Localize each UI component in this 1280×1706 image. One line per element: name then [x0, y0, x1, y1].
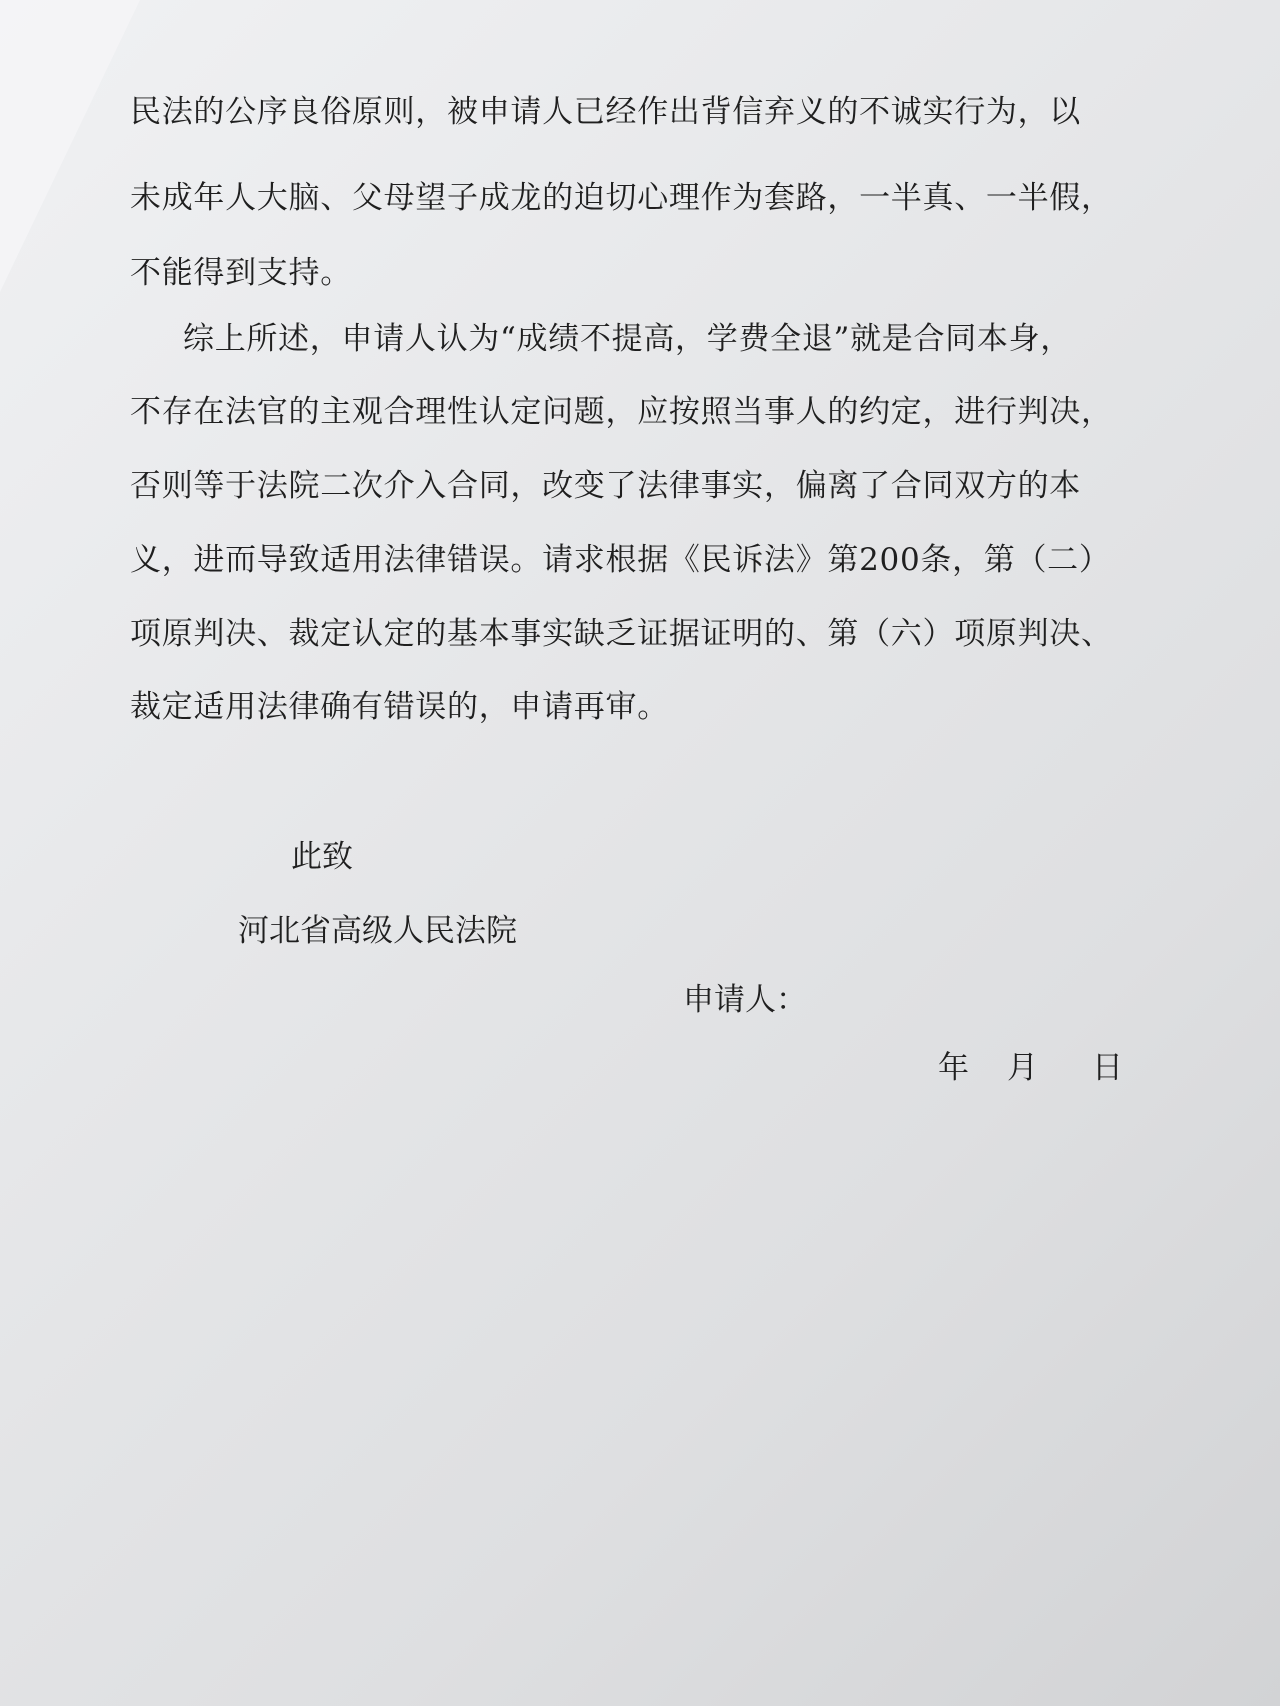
body-line-9: 裁定适用法律确有错误的，申请再审。 [130, 689, 669, 725]
applicant-label: 申请人： [683, 982, 807, 1018]
salutation: 此致 [291, 839, 353, 875]
date-day: 日 [1092, 1050, 1123, 1086]
date-month: 月 [1007, 1050, 1038, 1086]
date-year: 年 [938, 1050, 969, 1086]
body-line-5: 不存在法官的主观合理性认定问题，应按照当事人的约定，进行判决， [130, 394, 1113, 430]
body-line-6: 否则等于法院二次介入合同，改变了法律事实，偏离了合同双方的本 [130, 468, 1081, 504]
body-line-3: 不能得到支持。 [130, 255, 352, 291]
body-line-4: 综上所述，申请人认为“成绩不提高，学费全退”就是合同本身， [183, 321, 1072, 357]
body-line-1: 民法的公序良俗原则，被申请人已经作出背信弃义的不诚实行为，以 [130, 94, 1081, 130]
recipient-court: 河北省高级人民法院 [238, 913, 517, 949]
body-line-7: 义，进而导致适用法律错误。请求根据《民诉法》第200条，第（二） [130, 542, 1111, 578]
body-line-2: 未成年人大脑、父母望子成龙的迫切心理作为套路，一半真、一半假， [130, 180, 1113, 216]
body-line-8: 项原判决、裁定认定的基本事实缺乏证据证明的、第（六）项原判决、 [130, 616, 1113, 652]
